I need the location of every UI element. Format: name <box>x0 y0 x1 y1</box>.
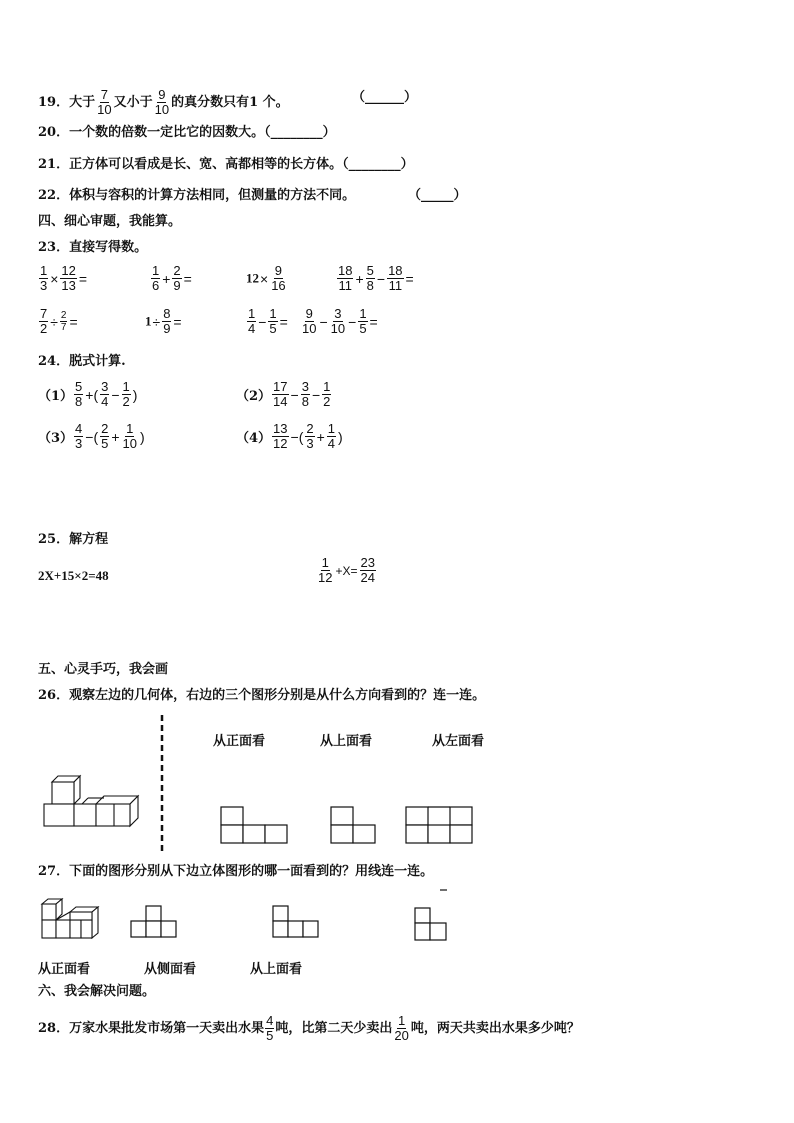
question-21: 21．正方体可以看成是长、宽、高都相等的长方体。（________） <box>38 157 414 172</box>
q26-view-1[interactable] <box>220 806 288 844</box>
fraction: $\frac{9}{10}$ <box>154 87 170 117</box>
question-23-title: 23．直接写得数。 <box>38 240 148 255</box>
expr-23c: 12× $\frac{9}{16}$ <box>246 263 286 293</box>
expr-23g: $\frac{1}{4}$ − $\frac{1}{5}$ = <box>248 306 288 336</box>
view-label-top: 从上面看 <box>320 734 373 749</box>
q27-view-3[interactable] <box>414 890 448 942</box>
question-28: 28．万家水果批发市场第一天卖出水果 $\frac{4}{5}$ 吨，比第二天少卖出 $\frac{1}{20}$ 吨，两天共卖出水果多少吨？ <box>38 1013 580 1043</box>
q26-view-2[interactable] <box>330 806 376 844</box>
q27-solid-figure <box>40 898 100 940</box>
q27-label-side: 从侧面看 <box>144 962 197 977</box>
expr-23e: $\frac{7}{2}$ ÷ $\frac{2}{7}$ = <box>40 306 78 336</box>
q27-label-top: 从上面看 <box>250 962 303 977</box>
expr-24-4: （4） $\frac{13}{12}$ −( $\frac{2}{3}$ + $\frac{1}{4}$ ) <box>236 421 343 451</box>
fraction: $\frac{7}{10}$ <box>97 87 112 117</box>
expr-23a: $\frac{1}{3}$ × $\frac{12}{13}$ = <box>40 263 88 293</box>
question-24-title: 24．脱式计算. <box>38 354 126 369</box>
q27-label-front: 从正面看 <box>38 962 91 977</box>
expr-23d: $\frac{18}{11}$ + $\frac{5}{8}$ − $\frac{18}{11}$ = <box>338 263 414 293</box>
section-6-title: 六、我会解决问题。 <box>38 984 156 999</box>
question-26-title: 26．观察左边的几何体，右边的三个图形分别是从什么方向看到的？连一连。 <box>38 688 486 703</box>
question-19: 19．大于 $\frac{7}{10}$ 又小于 $\frac{9}{10}$ 的真分数只有1 个。 <box>38 87 289 117</box>
answer-blank[interactable]: （_____） <box>408 188 467 203</box>
question-27-title: 27．下面的图形分别从下边立体图形的哪一面看到的？用线连一连。 <box>38 864 434 879</box>
q26-solid-figure <box>42 772 142 828</box>
expr-23b: $\frac{1}{6}$ + $\frac{2}{9}$ = <box>152 263 192 293</box>
expr-24-2: （2） $\frac{17}{14}$ − $\frac{3}{8}$ − $\frac{1}{2}$ <box>236 379 331 409</box>
expr-24-3: （3） $\frac{4}{3}$ −( $\frac{2}{5}$ + $\frac{1}{10}$ ) <box>38 421 145 451</box>
view-label-front: 从正面看 <box>213 734 266 749</box>
expr-23h: $\frac{9}{10}$ − $\frac{3}{10}$ − $\frac{1}{5}$ = <box>302 306 378 336</box>
section-4-title: 四、细心审题，我能算。 <box>38 214 182 229</box>
expr-23f: 1÷ $\frac{8}{9}$ = <box>145 306 182 336</box>
q27-view-1[interactable] <box>130 905 178 939</box>
question-25-title: 25．解方程 <box>38 532 109 547</box>
question-20: 20．一个数的倍数一定比它的因数大。（________） <box>38 125 336 140</box>
dashed-divider <box>160 715 164 855</box>
view-label-left: 从左面看 <box>432 734 485 749</box>
section-5-title: 五、心灵手巧，我会画 <box>38 662 169 677</box>
expr-24-1: （1） $\frac{5}{8}$ +( $\frac{3}{4}$ − $\frac{1}{2}$ ) <box>38 379 138 409</box>
answer-blank[interactable]: （______） <box>352 90 418 105</box>
question-22: 22．体积与容积的计算方法相同，但测量的方法不同。 <box>38 188 356 203</box>
equation-1: 2X+15×2=48 <box>38 568 109 583</box>
q26-view-3[interactable] <box>405 806 473 844</box>
equation-2: $\frac{1}{12}$ +X= $\frac{23}{24}$ <box>318 555 375 585</box>
q27-view-2[interactable] <box>272 905 320 939</box>
